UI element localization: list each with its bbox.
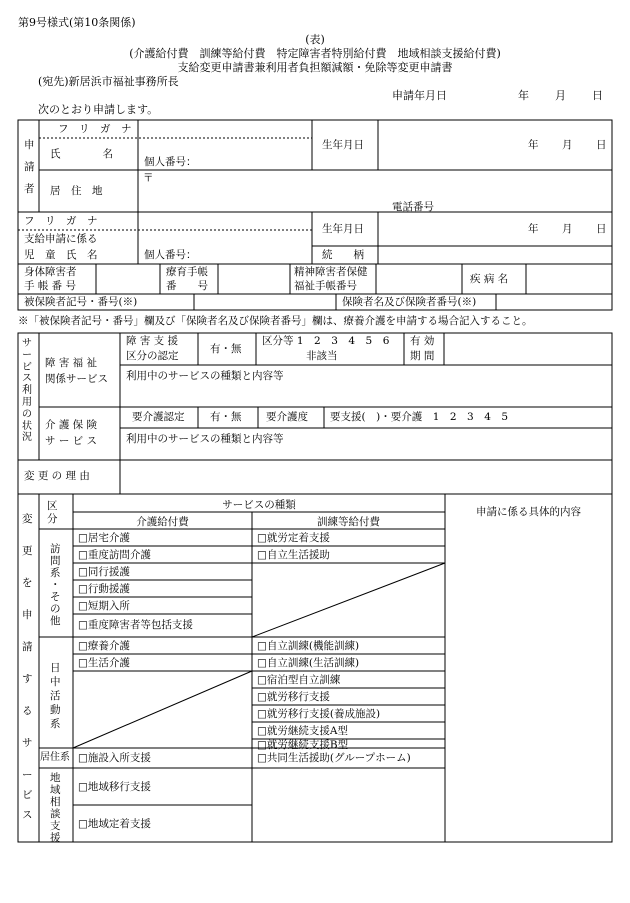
service-type-header: サービスの種類 (222, 499, 296, 511)
mental-notebook-label-2: 福祉手帳番号 (294, 280, 357, 292)
kaigo-header: 介護給付費 (136, 516, 189, 528)
child-label-2: 児 童 氏 名 (24, 249, 98, 261)
child-birth-year: 年 (528, 223, 539, 235)
services-side-2: を (22, 577, 33, 589)
furigana-label: フ リ ガ ナ (58, 123, 132, 135)
nitchu-kunren-checkbox[interactable]: □就労継続支援B型 (257, 739, 349, 751)
kaigo-label-1: 介 護 保 険 (45, 419, 98, 431)
name-label: 氏 名 (50, 148, 113, 160)
nitchu-kunren-checkbox[interactable]: □就労継続支援A型 (257, 725, 349, 737)
cat-chiiki-5: 援 (50, 832, 61, 844)
insurer-label: 保険者名及び保険者番号(※) (342, 296, 477, 308)
services-side-7: サ (22, 737, 33, 749)
insured-note: ※「被保険者記号・番号」欄及び「保険者名及び保険者番号」欄は、療養介護を申請する場合記入すること。 (18, 315, 533, 327)
cat-houmon-1: 問 (50, 555, 61, 567)
intro-text: 次のとおり申請します。 (38, 103, 159, 116)
cat-houmon-0: 訪 (50, 543, 61, 555)
child-birth-day: 日 (596, 223, 607, 235)
cat-houmon-6: 他 (50, 615, 61, 627)
applicant-birth-month: 月 (562, 139, 573, 151)
applicant-birth-label: 生年月日 (322, 139, 364, 151)
cat-chiiki-4: 支 (50, 820, 61, 832)
houmon-kaigo-checkbox[interactable]: □同行援護 (78, 566, 130, 578)
services-side-3: 申 (22, 609, 33, 621)
content-header: 申請に係る具体的内容 (476, 506, 581, 518)
application-date-label: 申請年月日 (392, 89, 447, 102)
cat-nitchu-1: 中 (50, 676, 61, 688)
nitchu-kaigo-checkbox[interactable]: □療養介護 (78, 640, 130, 652)
services-side-4: 請 (22, 641, 33, 653)
child-my-number-label: 個人番号： (144, 249, 197, 261)
cat-kyoju: 居住系 (40, 752, 70, 763)
applicant-label-1: 申 (24, 139, 35, 151)
date-year: 年 (518, 89, 529, 102)
support-yes-no: 有・無 (210, 343, 242, 355)
cat-chiiki-0: 地 (50, 772, 61, 784)
youshien-label: 要支援( )・要介護 1 2 3 4 5 (330, 411, 509, 423)
phone-label: 電話番号 (392, 201, 434, 213)
services-side-0: 変 (22, 513, 33, 525)
cat-nitchu-4: 系 (50, 718, 61, 730)
welfare-label-2: 関係サービス (45, 373, 108, 385)
youkaigodo-label: 要介護度 (266, 411, 308, 423)
chiiki-checkbox[interactable]: □地域定着支援 (78, 818, 151, 830)
services-side-9: ビ (22, 789, 33, 801)
welfare-label-1: 障 害 福 祉 (45, 357, 98, 369)
cat-nitchu-3: 動 (50, 704, 61, 716)
cat-chiiki-1: 域 (50, 784, 61, 796)
kubun-header: 区分 (47, 500, 58, 525)
ryoiku-label-2: 番 号 (166, 280, 208, 292)
postal-mark: 〒 (143, 172, 154, 184)
applicant-birth-year: 年 (528, 139, 539, 151)
mental-notebook-label-1: 精神障害者保健 (294, 266, 368, 278)
cat-houmon-5: の (50, 603, 61, 615)
nitchu-kunren-checkbox[interactable]: □自立訓練(機能訓練) (257, 640, 360, 652)
addressee: (宛先)新居浜市福祉事務所長 (38, 75, 179, 88)
kubun-line1: 区分等 1 2 3 4 5 6 (262, 335, 390, 347)
cat-houmon-4: そ (50, 591, 61, 603)
nitchu-kunren-checkbox[interactable]: □宿泊型自立訓練 (257, 674, 341, 686)
form-title-line2: 支給変更申請書兼利用者負担額減額・免除等変更申請書 (177, 61, 453, 74)
houmon-kaigo-checkbox[interactable]: □行動援護 (78, 583, 130, 595)
address-label: 居 住 地 (50, 185, 103, 197)
welfare-using-label: 利用中のサービスの種類と内容等 (126, 370, 284, 382)
youkaigo-yes-no: 有・無 (210, 411, 242, 423)
support-label-1: 障 害 支 援 (126, 335, 179, 347)
houmon-kaigo-checkbox[interactable]: □短期入所 (78, 600, 130, 612)
chiiki-checkbox[interactable]: □地域移行支援 (78, 781, 151, 793)
applicant-my-number-label: 個人番号： (144, 156, 197, 168)
applicant-label-3: 者 (24, 183, 35, 195)
kaigo-label-2: サ ー ビ ス (45, 435, 98, 447)
services-side-5: す (22, 673, 33, 685)
houmon-kunren-checkbox[interactable]: □就労定着支援 (257, 532, 330, 544)
nitchu-kunren-checkbox[interactable]: □就労移行支援(養成施設) (257, 708, 381, 720)
ryoiku-label-1: 療育手帳 (166, 266, 208, 278)
cat-chiiki-3: 談 (50, 808, 61, 820)
child-label-1: 支給申請に係る (24, 233, 98, 245)
child-furigana-label: フ リ ガ ナ (24, 215, 98, 227)
form-title-line1: (介護給付費 訓練等給付費 特定障害者特別給付費 地域相談支援給付費) (129, 47, 501, 60)
child-birth-month: 月 (562, 223, 573, 235)
kunren-header: 訓練等給付費 (317, 516, 380, 528)
support-label-2: 区分の認定 (126, 350, 179, 362)
kyoju-kunren-checkbox[interactable]: □共同生活援助(グループホーム) (257, 752, 411, 764)
form-side-label: (表) (305, 33, 325, 46)
disease-label: 疾 病 名 (470, 273, 509, 285)
date-month: 月 (555, 89, 566, 102)
cat-chiiki-2: 相 (50, 796, 61, 808)
date-day: 日 (592, 89, 603, 102)
kubun-line2: 非該当 (306, 350, 338, 362)
physical-notebook-label-2: 手 帳 番 号 (24, 280, 77, 292)
valid-label-2: 期 間 (410, 350, 435, 362)
cat-houmon-3: ・ (50, 579, 61, 591)
cat-houmon-2: 系 (50, 567, 61, 579)
valid-label-1: 有 効 (410, 335, 435, 347)
houmon-kaigo-checkbox[interactable]: □重度訪問介護 (78, 549, 151, 561)
physical-notebook-label-1: 身体障害者 (24, 266, 77, 278)
houmon-kunren-checkbox[interactable]: □自立生活援助 (257, 549, 330, 561)
applicant-label-2: 請 (24, 161, 35, 173)
relation-label: 続 柄 (322, 249, 364, 261)
insured-number-label: 被保険者記号・番号(※) (24, 296, 138, 308)
nitchu-kunren-checkbox[interactable]: □自立訓練(生活訓練) (257, 657, 360, 669)
kaigo-using-label: 利用中のサービスの種類と内容等 (126, 433, 284, 445)
services-side-1: 更 (22, 545, 33, 557)
kyoju-kaigo-checkbox[interactable]: □施設入所支援 (78, 752, 151, 764)
form-number: 第9号様式(第10条関係) (18, 16, 136, 29)
service-status-side-label: サービス利用の状況 (22, 338, 32, 444)
cat-nitchu-2: 活 (50, 690, 61, 702)
houmon-kaigo-checkbox[interactable]: □重度障害者等包括支援 (78, 619, 193, 631)
cat-nitchu-0: 日 (50, 662, 61, 674)
services-side-10: ス (22, 809, 33, 821)
services-side-8: ー (22, 769, 33, 781)
nitchu-kunren-checkbox[interactable]: □就労移行支援 (257, 691, 330, 703)
child-birth-label: 生年月日 (322, 223, 364, 235)
youkaigo-label: 要介護認定 (132, 411, 185, 423)
nitchu-kaigo-checkbox[interactable]: □生活介護 (78, 657, 130, 669)
services-side-6: る (22, 705, 33, 717)
houmon-kaigo-checkbox[interactable]: □居宅介護 (78, 532, 130, 544)
change-reason-label: 変 更 の 理 由 (24, 470, 90, 482)
applicant-birth-day: 日 (596, 139, 607, 151)
